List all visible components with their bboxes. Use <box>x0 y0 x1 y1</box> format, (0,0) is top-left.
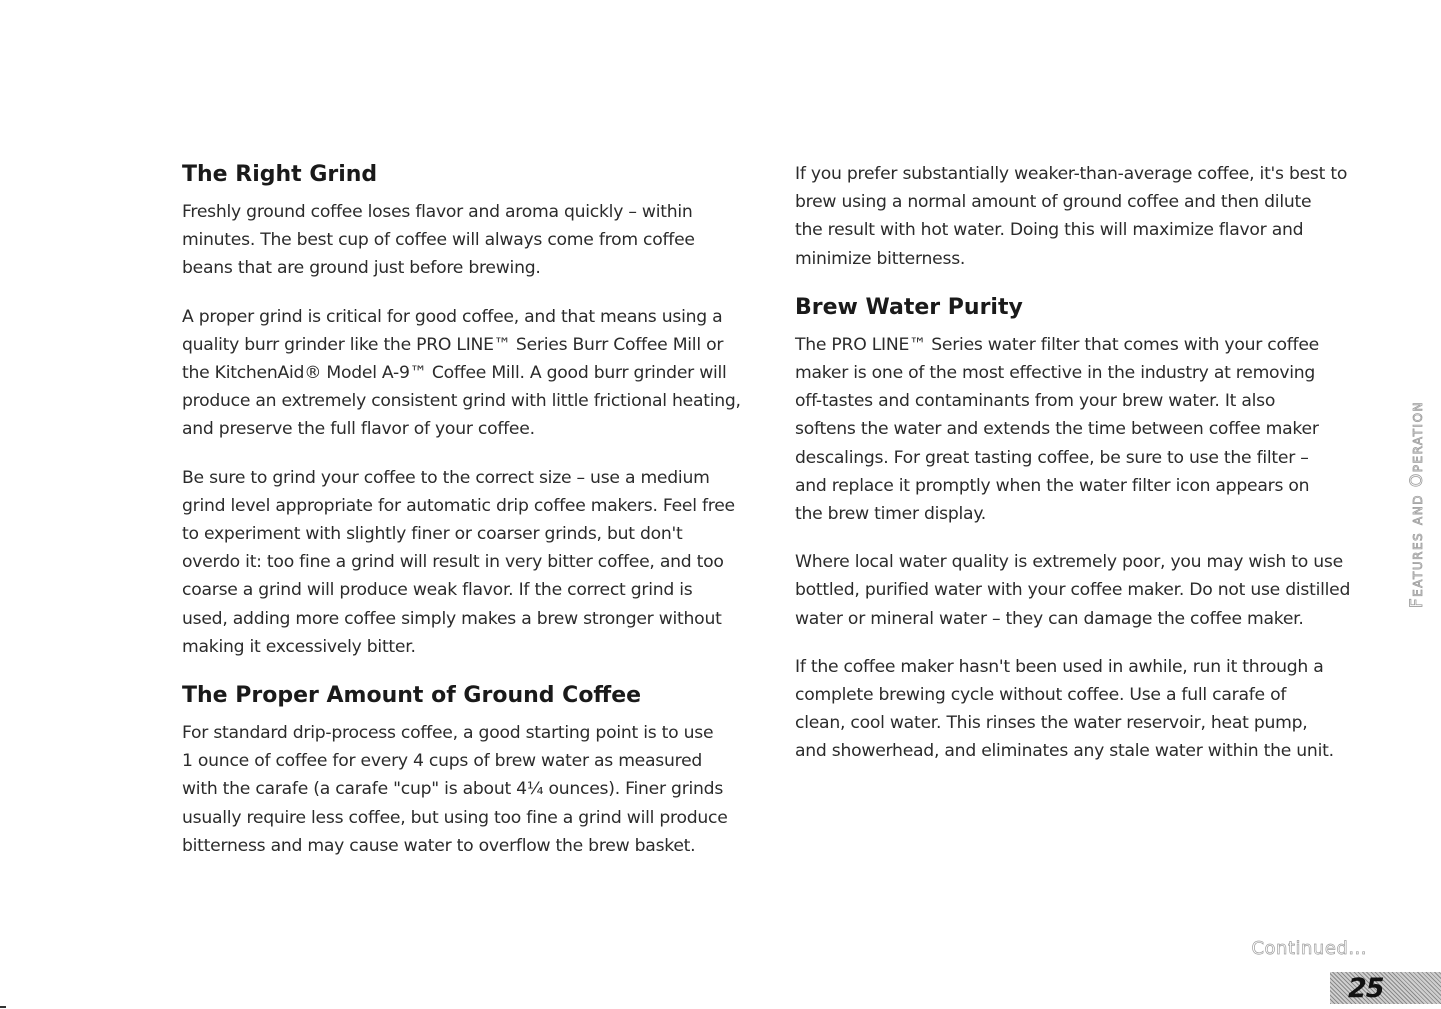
paragraph-right-grind-1: Freshly ground coffee loses flavor and aroma quickly – within minutes. The best cup of coffee will always come from coffee beans that are ground just before brewing. <box>182 202 695 279</box>
page-number: 25 <box>1348 972 1384 1004</box>
paragraph-proper-amount-1: For standard drip-process coffee, a good starting point is to use 1 ounce of coffee for every 4 cups of brew water as measured with the carafe (a carafe "cup" is about 4¼ ounces). Finer grinds usually require less coffee, but using too fine a grind will produce bitterness and may cause water to overflow the brew basket. <box>182 723 728 856</box>
side-tab-label: Features and Operation <box>1407 401 1427 609</box>
heading-water-purity: Brew Water Purity <box>795 294 1023 320</box>
paragraph-weaker-coffee: If you prefer substantially weaker-than-average coffee, it's best to brew using a normal amount of ground coffee and then dilute the result with hot water. Doing this will maximize flavor and minimize bitterness. <box>795 164 1348 269</box>
paragraph-right-grind-2: A proper grind is critical for good coffee, and that means using a quality burr grinder like the PRO LINE™ Series Burr Coffee Mill or the KitchenAid® Model A-9™ Coffee Mill. A good burr grinder will produce an extremely consistent grind with little frictional heating, and preserve the full flavor of your coffee. <box>182 306 741 440</box>
left-column <box>182 160 757 880</box>
section-side-tab <box>1405 370 1429 640</box>
paragraph-water-purity-1: The PRO LINE™ Series water filter that comes with your coffee maker is one of the most effective in the industry at removing off-tastes and contaminants from your brew water. It also softens the water and extends the time between coffee maker descalings. For great tasting coffee, be sure to use the filter – and replace it promptly when the water filter icon appears on the brew timer display. <box>795 334 1320 525</box>
paragraph-right-grind-3: Be sure to grind your coffee to the correct size – use a medium grind level appropriate for automatic drip coffee makers. Feel free to experiment with slightly finer or coarser grinds, but don't overdo it: too fine a grind will result in very bitter coffee, and too coarse a grind will produce weak flavor. If the correct grind is used, adding more coffee simply makes a brew stronger without making it excessively bitter. <box>182 467 735 657</box>
heading-right-grind: The Right Grind <box>182 162 378 187</box>
right-column <box>795 160 1370 786</box>
heading-proper-amount: The Proper Amount of Ground Coffee <box>182 683 642 709</box>
paragraph-water-purity-3: If the coffee maker hasn't been used in awhile, run it through a complete brewing cycle without coffee. Use a full carafe of clean, cool water. This rinses the water reservoir, heat pump, and showerhead, and eliminates any stale water within the unit. <box>795 656 1334 762</box>
continued-label: Continued... <box>1251 938 1367 959</box>
page-number-band <box>1330 972 1441 1004</box>
bottom-edge-mark <box>0 1006 6 1008</box>
paragraph-water-purity-2: Where local water quality is extremely poor, you may wish to use bottled, purified water with your coffee maker. Do not use distilled water or mineral water – they can damage the coffee maker. <box>795 552 1351 629</box>
